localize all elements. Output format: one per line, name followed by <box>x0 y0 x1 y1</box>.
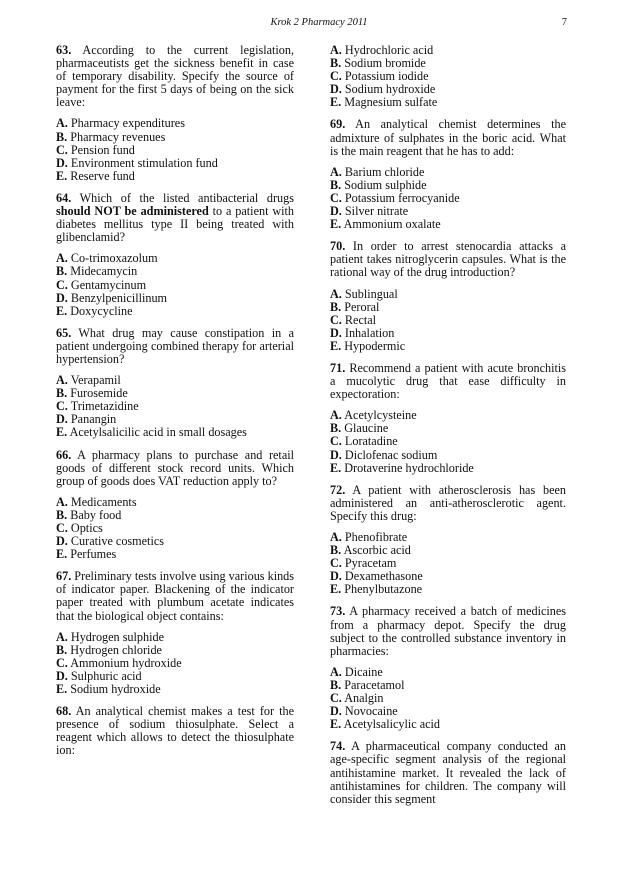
question-block <box>56 705 294 757</box>
option-letter: B. <box>56 507 68 522</box>
option-text: Acetylsalicylic acid <box>343 717 441 732</box>
option-letter: D. <box>330 569 342 584</box>
option-text: Verapamil <box>70 373 121 388</box>
answer-options <box>330 531 566 596</box>
option-letter: D. <box>330 704 342 719</box>
question-number: 65. <box>56 325 72 340</box>
option-letter: D. <box>56 534 68 549</box>
option-letter: A. <box>330 43 342 57</box>
option-letter: D. <box>56 668 68 683</box>
option-text: Paracetamol <box>344 677 405 692</box>
question-text: An analytical chemist makes a test for the presence of sodium thiosulphate. Select a reagent which allows to detect the thiosulphate ion: <box>56 704 294 758</box>
option-text: Sodium hydroxide <box>344 82 436 97</box>
question-text: According to the current legislation, pharmaceutists get the sickness benefit in case of temporary disability. Specify the source of payment for the first 5 days of being on the sick leave: <box>56 43 294 110</box>
question-number: 67. <box>56 569 72 584</box>
question-block <box>330 740 566 805</box>
question-text: to a patient with diabetes mellitus type II being treated with glibenclamid? <box>56 204 295 245</box>
answer-options <box>330 409 566 474</box>
question-block <box>56 449 294 562</box>
option-text: Rectal <box>344 312 377 327</box>
option-text: Sodium bromide <box>344 56 426 71</box>
option-text: Environment stimulation fund <box>70 155 218 170</box>
option-letter: D. <box>330 447 342 462</box>
question-emphasis: should NOT be administered <box>56 204 209 219</box>
question-stem <box>56 44 294 109</box>
option-text: Inhalation <box>344 325 395 340</box>
option-text: Reserve fund <box>70 168 135 183</box>
option-text: Loratadine <box>344 434 398 449</box>
answer-option <box>330 218 566 231</box>
option-letter: D. <box>330 82 342 97</box>
page-header <box>0 17 638 31</box>
answer-option <box>330 462 566 475</box>
option-letter: A. <box>56 373 68 388</box>
option-text: Sodium sulphide <box>344 177 427 192</box>
option-text: Peroral <box>344 299 380 314</box>
question-stem <box>56 327 294 366</box>
question-number: 69. <box>330 117 346 132</box>
option-letter: C. <box>330 556 342 571</box>
question-text: Which of the listed antibacterial drugs <box>79 190 294 205</box>
question-stem <box>56 570 294 622</box>
option-letter: A. <box>330 286 342 301</box>
option-text: Pyracetam <box>344 556 397 571</box>
question-stem <box>330 484 566 523</box>
answer-option <box>56 170 294 183</box>
option-text: Dicaine <box>344 664 383 679</box>
answer-option <box>330 340 566 353</box>
question-number: 64. <box>56 190 72 205</box>
question-stem <box>330 118 566 157</box>
option-text: Perfumes <box>70 547 117 562</box>
option-text: Hydrogen sulphide <box>70 629 164 644</box>
option-text: Ammonium oxalate <box>343 217 441 232</box>
option-text: Gentamycinum <box>70 277 147 292</box>
option-text: Doxycycline <box>70 303 133 318</box>
option-letter: C. <box>330 434 342 449</box>
question-text: A pharmacy received a batch of medicines from a pharmacy depot. Specify the drug subject to the controlled substance inventory in pharmacies: <box>330 604 567 658</box>
option-text: Hydrogen chloride <box>70 642 162 657</box>
option-text: Panangin <box>70 412 117 427</box>
question-text: Preliminary tests involve using various kinds of indicator paper. Blackening of the indicator paper treated with plumbum acetate indicates that the biological object contains: <box>56 569 295 623</box>
answer-options <box>330 288 566 353</box>
option-text: Curative cosmetics <box>70 534 164 549</box>
option-text: Barium chloride <box>344 164 425 179</box>
option-letter: C. <box>330 312 342 327</box>
option-letter: A. <box>56 629 68 644</box>
option-text: Pension fund <box>70 142 135 157</box>
question-stem <box>56 449 294 488</box>
option-text: Diclofenac sodium <box>344 447 438 462</box>
option-letter: D. <box>330 204 342 219</box>
question-number: 66. <box>56 447 72 462</box>
option-letter: B. <box>330 421 342 436</box>
answer-options <box>330 44 566 109</box>
option-text: Drotaverine hydrochloride <box>344 460 474 475</box>
option-letter: A. <box>56 251 68 266</box>
question-stem <box>330 740 566 805</box>
option-text: Acetylcysteine <box>344 408 417 423</box>
option-text: Furosemide <box>70 386 128 401</box>
question-text: A pharmaceutical company conducted an age-specific segment analysis of the regional antihistamine market. It revealed the lack of antihistamines for children. The company will consider this segment <box>330 739 567 806</box>
question-text: A pharmacy plans to purchase and retail goods of different stock record units. Which group of goods does VAT reduction apply to? <box>56 447 295 488</box>
question-block <box>330 44 566 109</box>
option-text: Ascorbic acid <box>343 543 411 558</box>
option-letter: A. <box>330 530 342 544</box>
question-block <box>56 327 294 440</box>
question-block <box>330 484 566 597</box>
option-letter: C. <box>330 69 342 84</box>
option-letter: A. <box>330 408 342 423</box>
answer-option <box>330 96 566 109</box>
answer-options <box>330 166 566 231</box>
answer-options <box>330 666 566 731</box>
question-number: 71. <box>330 360 346 375</box>
question-text: An analytical chemist determines the admixture of sulphates in the boric acid. What is the main reagent that he has to add: <box>330 117 567 158</box>
option-text: Magnesium sulfate <box>344 95 438 110</box>
option-letter: A. <box>56 494 68 509</box>
option-letter: D. <box>56 412 68 427</box>
option-text: Silver nitrate <box>344 204 409 219</box>
option-letter: D. <box>56 155 68 170</box>
answer-options <box>56 374 294 439</box>
question-stem <box>330 362 566 401</box>
option-letter: D. <box>56 290 68 305</box>
option-letter: B. <box>330 299 342 314</box>
answer-option <box>56 548 294 561</box>
question-text: What drug may cause constipation in a patient undergoing combined therapy for arterial hypertension? <box>56 325 294 366</box>
right-column <box>330 44 566 815</box>
answer-options <box>56 252 294 317</box>
answer-options <box>56 117 294 182</box>
option-text: Potassium ferrocyanide <box>344 190 460 205</box>
question-text: A patient with atherosclerosis has been administered an anti-atherosclerotic agent. Specify this drug: <box>330 482 567 523</box>
option-text: Sodium hydroxide <box>70 682 161 697</box>
option-text: Analgin <box>344 691 384 706</box>
option-text: Benzylpenicillinum <box>70 290 168 305</box>
option-text: Hydrochloric acid <box>344 43 434 57</box>
option-letter: E. <box>56 303 68 318</box>
option-letter: A. <box>56 116 68 131</box>
option-letter: C. <box>56 399 68 414</box>
option-text: Acetylsalicilic acid in small dosages <box>69 425 247 440</box>
option-letter: E. <box>330 95 342 110</box>
option-text: Pharmacy expenditures <box>70 116 185 131</box>
left-column <box>56 44 294 767</box>
option-text: Hypodermic <box>344 338 406 353</box>
option-letter: E. <box>330 338 342 353</box>
answer-options <box>56 631 294 696</box>
option-letter: E. <box>330 582 342 597</box>
option-letter: B. <box>56 129 68 144</box>
option-text: Phenofibrate <box>344 530 408 544</box>
option-letter: E. <box>330 460 342 475</box>
question-text: Recommend a patient with acute bronchitis a mucolytic drug that ease difficulty in expectoration: <box>330 360 566 402</box>
question-stem <box>330 240 566 279</box>
option-text: Baby food <box>70 507 122 522</box>
option-letter: A. <box>330 164 342 179</box>
option-letter: C. <box>330 691 342 706</box>
option-text: Sulphuric acid <box>70 668 142 683</box>
option-letter: C. <box>56 655 68 670</box>
option-text: Midecamycin <box>70 264 138 279</box>
answer-option <box>56 305 294 318</box>
answer-option <box>56 683 294 696</box>
question-block <box>330 362 566 475</box>
option-text: Ammonium hydroxide <box>70 655 182 670</box>
question-stem <box>56 705 294 757</box>
answer-options <box>56 496 294 561</box>
option-letter: B. <box>330 177 342 192</box>
option-text: Co-trimoxazolum <box>70 251 158 266</box>
question-number: 70. <box>330 239 346 254</box>
option-letter: C. <box>56 521 68 535</box>
option-letter: B. <box>56 386 68 401</box>
question-block <box>56 570 294 696</box>
question-stem <box>56 192 294 244</box>
option-letter: E. <box>56 682 68 697</box>
option-text: Optics <box>70 521 103 535</box>
answer-option <box>330 718 566 731</box>
option-letter: B. <box>56 642 68 657</box>
question-number: 73. <box>330 604 346 619</box>
question-stem <box>330 605 566 657</box>
option-text: Glaucine <box>344 421 389 436</box>
answer-option <box>56 426 294 439</box>
option-letter: A. <box>330 664 342 679</box>
option-text: Trimetazidine <box>70 399 139 414</box>
option-text: Phenylbutazone <box>344 582 423 597</box>
option-letter: B. <box>56 264 68 279</box>
question-number: 72. <box>330 482 346 497</box>
option-text: Medicaments <box>70 494 137 509</box>
option-letter: B. <box>330 56 342 71</box>
option-letter: E. <box>330 217 342 232</box>
option-text: Sublingual <box>344 286 398 301</box>
option-text: Pharmacy revenues <box>70 129 166 144</box>
question-number: 74. <box>330 739 346 754</box>
option-letter: E. <box>330 717 342 732</box>
option-letter: C. <box>330 190 342 205</box>
option-text: Dexamethasone <box>344 569 423 584</box>
question-block <box>330 118 566 231</box>
question-block <box>330 240 566 353</box>
question-block <box>56 192 294 318</box>
option-letter: C. <box>56 277 68 292</box>
option-text: Potassium iodide <box>344 69 429 84</box>
question-text: In order to arrest stenocardia attacks a patient takes nitroglycerin capsules. What is the rational way of the drug introduction? <box>330 239 567 280</box>
question-number: 68. <box>56 704 72 719</box>
option-letter: B. <box>330 677 342 692</box>
page-number: 7 <box>561 17 567 28</box>
option-letter: B. <box>330 543 342 558</box>
option-letter: D. <box>330 325 342 340</box>
option-letter: E. <box>56 425 68 440</box>
question-block <box>56 44 294 183</box>
answer-option <box>330 583 566 596</box>
option-letter: C. <box>56 142 68 157</box>
question-block <box>330 605 566 731</box>
question-number: 63. <box>56 43 72 57</box>
header-title: Krok 2 Pharmacy 2011 <box>270 17 368 28</box>
option-letter: E. <box>56 547 68 562</box>
option-text: Novocaine <box>344 704 398 719</box>
option-letter: E. <box>56 168 68 183</box>
